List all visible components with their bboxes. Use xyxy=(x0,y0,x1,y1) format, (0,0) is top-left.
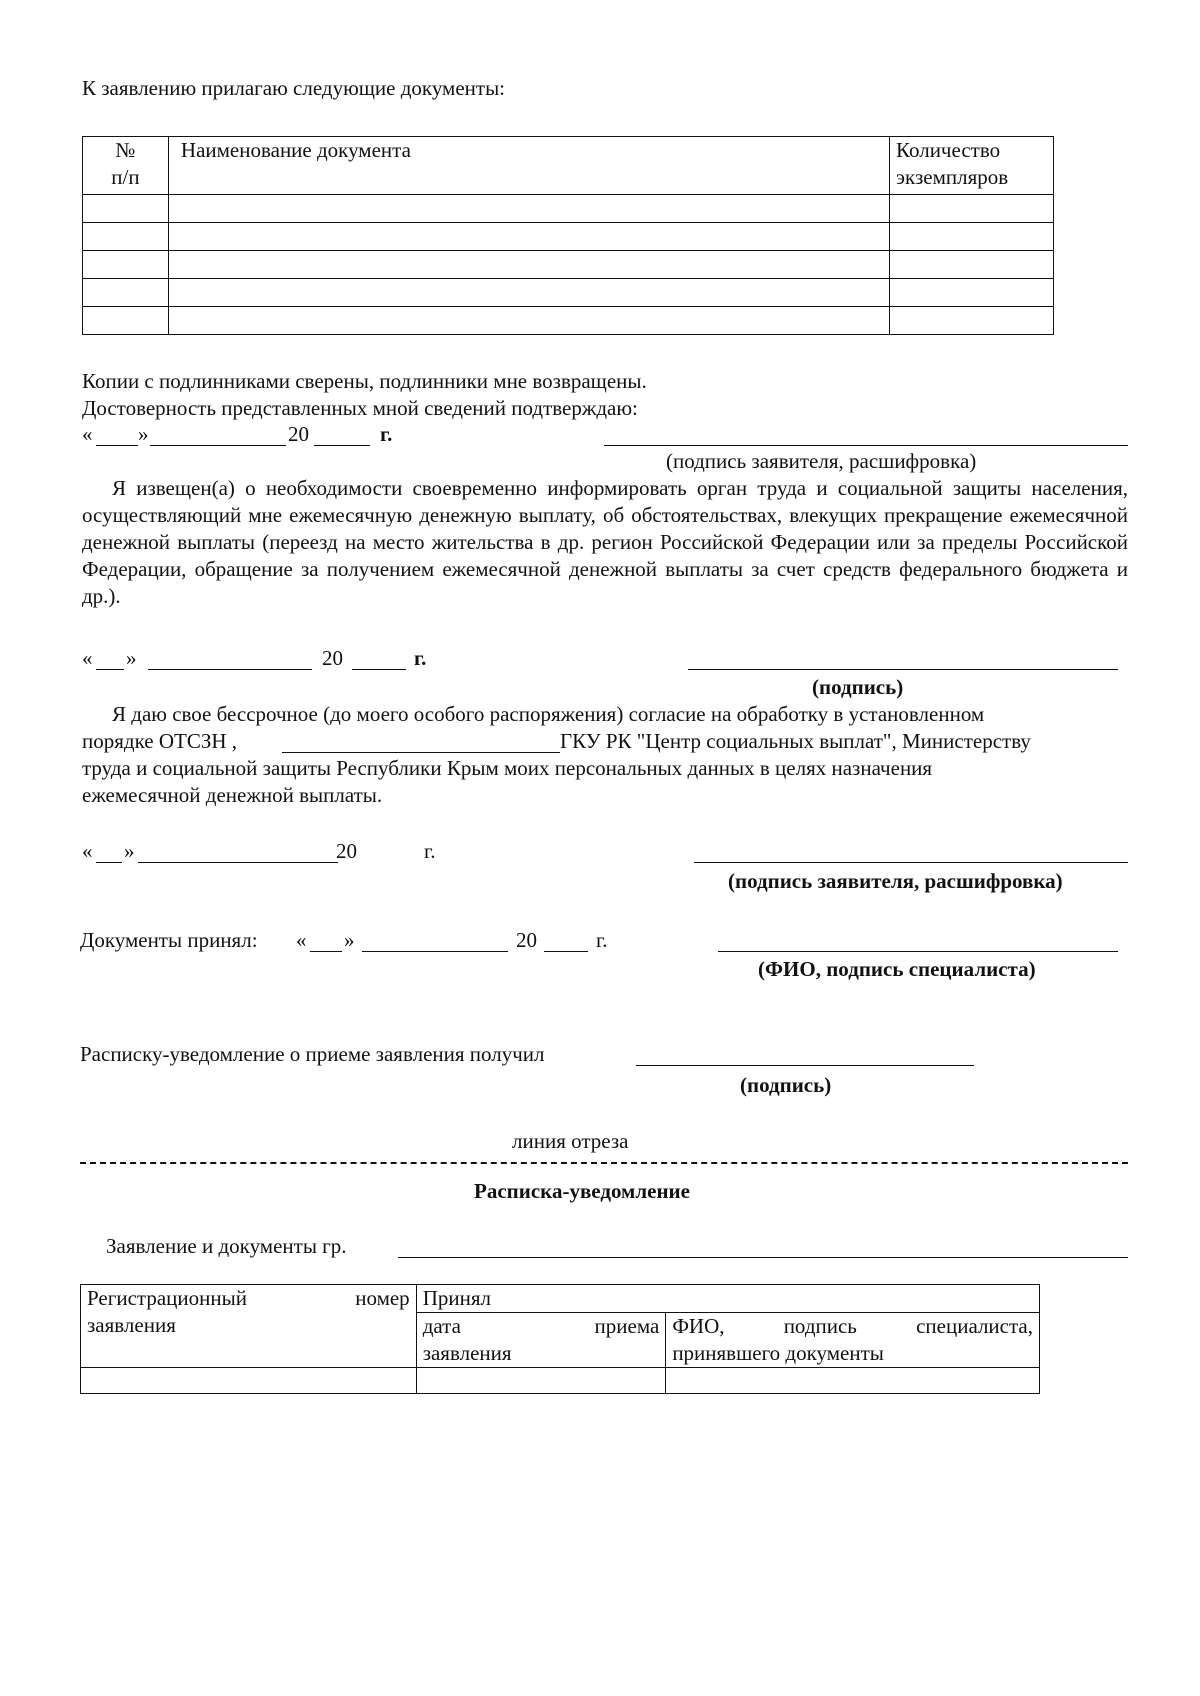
year-suffix-2: г. xyxy=(414,646,427,670)
fio-header-text-a: ФИО, xyxy=(672,1314,725,1338)
caption-signature-decode-1: (подпись заявителя, расшифровка) xyxy=(666,449,977,473)
date-close-4: » xyxy=(344,928,355,952)
documents-table-header xyxy=(83,137,1054,195)
specialist-signature-field[interactable] xyxy=(718,951,1118,952)
date-close-2: » xyxy=(126,646,137,670)
accepted-header: Принял xyxy=(416,1285,1039,1313)
date-year-field-1[interactable] xyxy=(314,445,370,446)
header-quantity-line1: Количество xyxy=(896,138,1001,162)
notice-paragraph: Я извещен(а) о необходимости своевременно информировать орган труда и социальной защиты населения, осуществляющий мне ежемесячную денежную выплату, об обстоятельствах, влекущих прекращение ежемесячной денежной выплаты (переезд на место жительства в др. регион Российской Федерации или за пределы Российской Федерации, обращение за получением ежемесячной денежной выплаты за счет средств федерального бюджета и др.). xyxy=(82,476,1128,608)
application-from-label: Заявление и документы гр. xyxy=(106,1234,347,1258)
table-row[interactable] xyxy=(83,195,1054,223)
header-quantity xyxy=(890,137,1054,195)
consent-line-1: Я даю свое бессрочное (до моего особого распоряжения) согласие на обработку в установленном xyxy=(112,702,985,726)
date-header-text-b: приема xyxy=(594,1314,660,1338)
date-month-field-2[interactable] xyxy=(148,669,312,670)
date-header-text-c: заявления xyxy=(422,1341,512,1365)
receipt-title: Расписка-уведомление xyxy=(474,1179,690,1203)
table-row[interactable] xyxy=(83,223,1054,251)
date-year-field-4[interactable] xyxy=(544,951,588,952)
consent-organization-field[interactable] xyxy=(282,752,560,753)
date-day-field-3[interactable] xyxy=(96,862,122,863)
table-row[interactable] xyxy=(83,279,1054,307)
signature-field-2[interactable] xyxy=(688,669,1118,670)
consent-line-4: ежемесячной денежной выплаты. xyxy=(82,783,383,807)
consent-line-3: труда и социальной защиты Республики Крым моих персональных данных в целях назначения xyxy=(82,756,933,780)
documents-table xyxy=(82,136,1054,335)
caption-signature-2: (подпись) xyxy=(812,675,904,699)
date-day-field-2[interactable] xyxy=(96,669,124,670)
date-year-field-2[interactable] xyxy=(352,669,406,670)
date-open-2: « xyxy=(82,646,93,670)
cut-line xyxy=(80,1162,1128,1164)
intro-text: К заявлению прилагаю следующие документы: xyxy=(82,76,506,100)
year-suffix-1: г. xyxy=(380,422,393,446)
year-prefix-3: 20 xyxy=(336,839,357,863)
signature-field-1[interactable] xyxy=(604,445,1128,446)
applicant-name-field[interactable] xyxy=(398,1257,1128,1258)
fio-header-text-d: принявшего документы xyxy=(672,1341,884,1365)
date-day-field-4[interactable] xyxy=(310,951,342,952)
consent-line-2a: порядке ОТСЗН , xyxy=(82,729,238,753)
table-row[interactable] xyxy=(83,307,1054,335)
date-month-field-3[interactable] xyxy=(138,862,338,863)
table-row[interactable] xyxy=(81,1368,1040,1394)
date-open-3: « xyxy=(82,839,93,863)
copies-text: Копии с подлинниками сверены, подлинники мне возвращены. xyxy=(82,369,647,393)
consent-line-2b: ГКУ РК "Центр социальных выплат", Министерству xyxy=(560,729,1031,753)
date-open-4: « xyxy=(296,928,307,952)
year-prefix-1: 20 xyxy=(288,422,309,446)
reg-number-text-c: заявления xyxy=(87,1313,176,1337)
date-header-text-a: дата xyxy=(422,1314,461,1338)
header-number-line2: п/п xyxy=(111,165,140,189)
confirm-text: Достоверность представленных мной сведений подтверждаю: xyxy=(82,396,638,420)
year-prefix-4: 20 xyxy=(516,928,537,952)
docs-accepted-label: Документы принял: xyxy=(80,928,258,952)
year-suffix-3: г. xyxy=(424,839,436,863)
specialist-header xyxy=(666,1313,1040,1368)
receipt-received-label: Расписку-уведомление о приеме заявления получил xyxy=(80,1042,545,1066)
header-doc-name: Наименование документа xyxy=(168,137,889,195)
date-close-1: » xyxy=(138,422,149,446)
caption-specialist: (ФИО, подпись специалиста) xyxy=(758,957,1036,981)
reg-number-header xyxy=(81,1285,417,1368)
receipt-signature-field[interactable] xyxy=(636,1065,974,1066)
year-suffix-4: г. xyxy=(596,928,608,952)
date-close-3: » xyxy=(124,839,135,863)
date-open-1: « xyxy=(82,422,93,446)
fio-header-text-c: специалиста, xyxy=(916,1314,1033,1338)
header-quantity-line2: экземпляров xyxy=(896,165,1009,189)
date-month-field-4[interactable] xyxy=(362,951,508,952)
reg-number-text-b: номер xyxy=(355,1286,410,1310)
signature-field-3[interactable] xyxy=(694,862,1128,863)
reg-number-text-a: Регистрационный xyxy=(87,1286,247,1310)
receipt-table xyxy=(80,1284,1040,1394)
caption-signature-receipt: (подпись) xyxy=(740,1073,832,1097)
year-prefix-2: 20 xyxy=(322,646,343,670)
cut-line-label: линия отреза xyxy=(512,1129,629,1153)
date-day-field-1[interactable] xyxy=(96,445,138,446)
caption-signature-decode-3: (подпись заявителя, расшифровка) xyxy=(728,869,1063,893)
table-row[interactable] xyxy=(83,251,1054,279)
fio-header-text-b: подпись xyxy=(783,1314,857,1338)
header-number xyxy=(83,137,169,195)
date-header xyxy=(416,1313,666,1368)
header-number-line1: № xyxy=(115,138,136,162)
date-month-field-1[interactable] xyxy=(150,445,286,446)
